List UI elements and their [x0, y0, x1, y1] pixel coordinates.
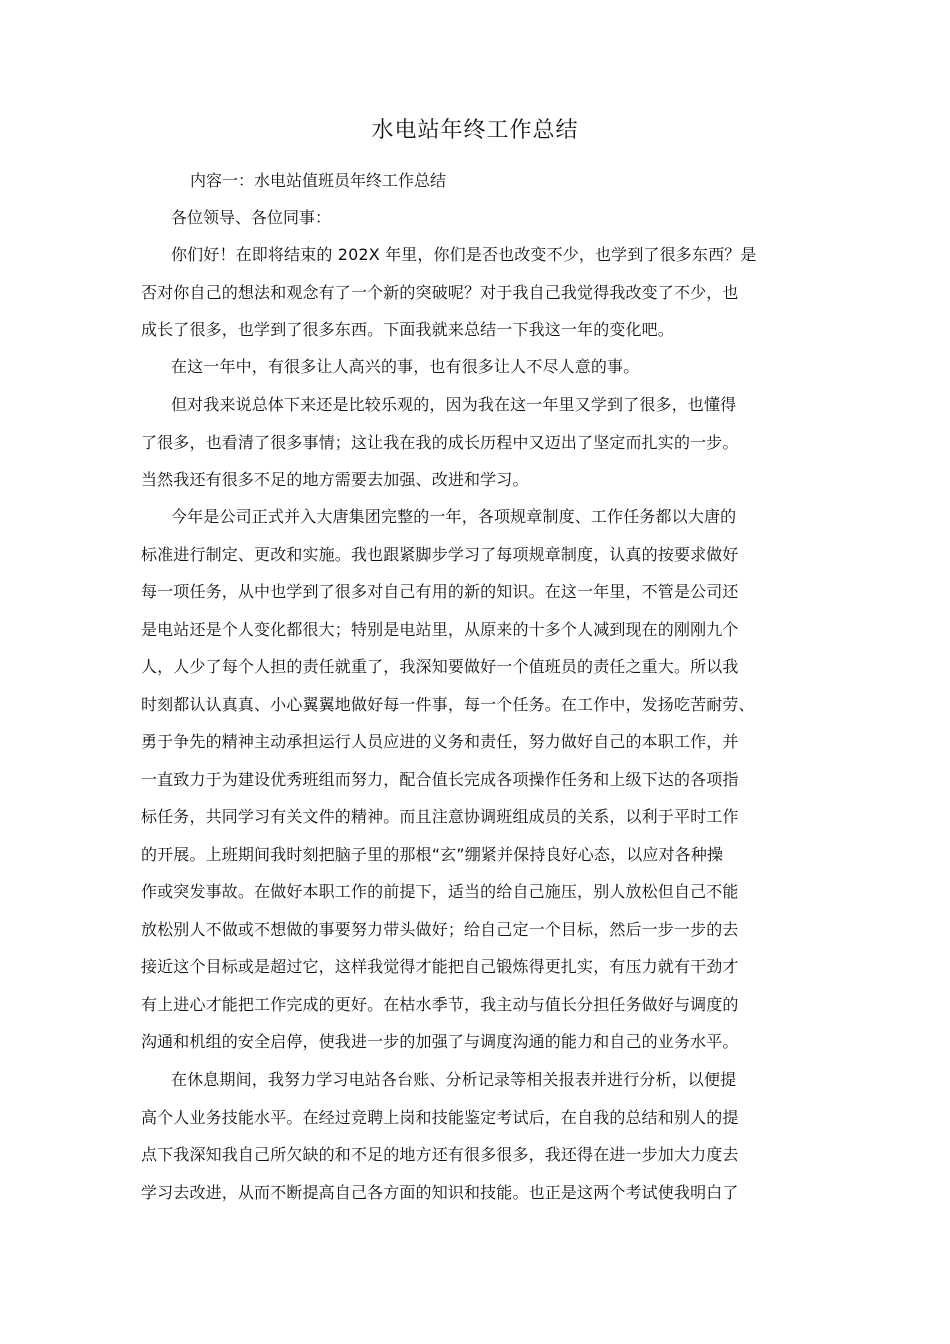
- paragraph-line: 作或突发事故。在做好本职工作的前提下，适当的给自己施压，别人放松但自己不能: [141, 882, 739, 901]
- paragraph-line: 点下我深知我自己所欠缺的和不足的地方还有很多很多，我还得在进一步加大力度去: [141, 1145, 739, 1164]
- paragraph-line: 人，人少了每个人担的责任就重了，我深知要做好一个值班员的责任之重大。所以我: [141, 657, 739, 676]
- paragraph-line: 一直致力于为建设优秀班组而努力，配合值长完成各项操作任务和上级下达的各项指: [141, 769, 739, 789]
- paragraph-line: 的开展。上班期间我时刻把脑子里的那根“玄”绷紧并保持良好心态，以应对各种操: [141, 844, 724, 864]
- paragraph-line: 成长了很多，也学到了很多东西。下面我就来总结一下我这一年的变化吧。: [141, 320, 674, 339]
- paragraph-line: 标准进行制定、更改和实施。我也跟紧脚步学习了每项规章制度，认真的按要求做好: [141, 544, 739, 564]
- paragraph-line: 了很多，也看清了很多事情；这让我在我的成长历程中又迈出了坚定而扎实的一步。: [141, 432, 739, 452]
- paragraph-line: 勇于争先的精神主动承担运行人员应进的义务和责任，努力做好自己的本职工作，并: [141, 732, 739, 751]
- paragraph-line: 今年是公司正式并入大唐集团完整的一年，各项规章制度、工作任务都以大唐的: [171, 507, 737, 526]
- paragraph-line: 放松别人不做或不想做的事要努力带头做好；给自己定一个目标，然后一步一步的去: [141, 919, 739, 939]
- paragraph: [141, 236, 825, 349]
- paragraph: [141, 348, 825, 386]
- document-title: 水电站年终工作总结: [371, 118, 579, 143]
- paragraph-line: 学习去改进，从而不断提高自己各方面的知识和技能。也正是这两个考试使我明白了: [141, 1182, 739, 1202]
- paragraph-line: 有上进心才能把工作完成的更好。在枯水季节，我主动与值长分担任务做好与调度的: [141, 994, 739, 1014]
- paragraph: [141, 498, 825, 1061]
- paragraph-line: 否对你自己的想法和观念有了一个新的突破呢？对于我自己我觉得我改变了不少，也: [141, 282, 739, 302]
- paragraph-line: 接近这个目标或是超过它，这样我觉得才能把自己锻炼得更扎实，有压力就有干劲才: [141, 957, 739, 976]
- paragraph-line: 高个人业务技能水平。在经过竞聘上岗和技能鉴定考试后，在自我的总结和别人的提: [141, 1107, 739, 1127]
- paragraph-line: 在休息期间，我努力学习电站各台账、分析记录等相关报表并进行分析，以便提: [171, 1070, 737, 1089]
- paragraph-line: 标任务，共同学习有关文件的精神。而且注意协调班组成员的关系，以利于平时工作: [141, 807, 739, 826]
- paragraph-line: 是电站还是个人变化都很大；特别是电站里，从原来的十多个人减到现在的刚刚九个: [141, 619, 739, 639]
- paragraph-line: 当然我还有很多不足的地方需要去加强、改进和学习。: [141, 470, 529, 489]
- document-subtitle: 内容一：水电站值班员年终工作总结: [190, 171, 447, 190]
- paragraph-line: 时刻都认认真真、小心翼翼地做好每一件事，每一个任务。在工作中，发扬吃苦耐劳、: [141, 694, 755, 714]
- paragraph: [141, 386, 825, 499]
- paragraph-line: 但对我来说总体下来还是比较乐观的，因为我在这一年里又学到了很多，也懂得: [171, 395, 737, 414]
- paragraph-line: 每一项任务，从中也学到了很多对自己有用的新的知识。在这一年里，不管是公司还: [141, 582, 739, 601]
- paragraph: [141, 1061, 825, 1211]
- paragraph-line: 沟通和机组的安全启停，使我进一步的加强了与调度沟通的能力和自己的业务水平。: [141, 1032, 739, 1051]
- paragraph-line: 你们好！在即将结束的 202X 年里，你们是否也改变不少，也学到了很多东西？是: [171, 245, 757, 264]
- salutation: 各位领导、各位同事：: [171, 208, 332, 227]
- paragraph-line: 在这一年中，有很多让人高兴的事，也有很多让人不尽人意的事。: [171, 357, 640, 376]
